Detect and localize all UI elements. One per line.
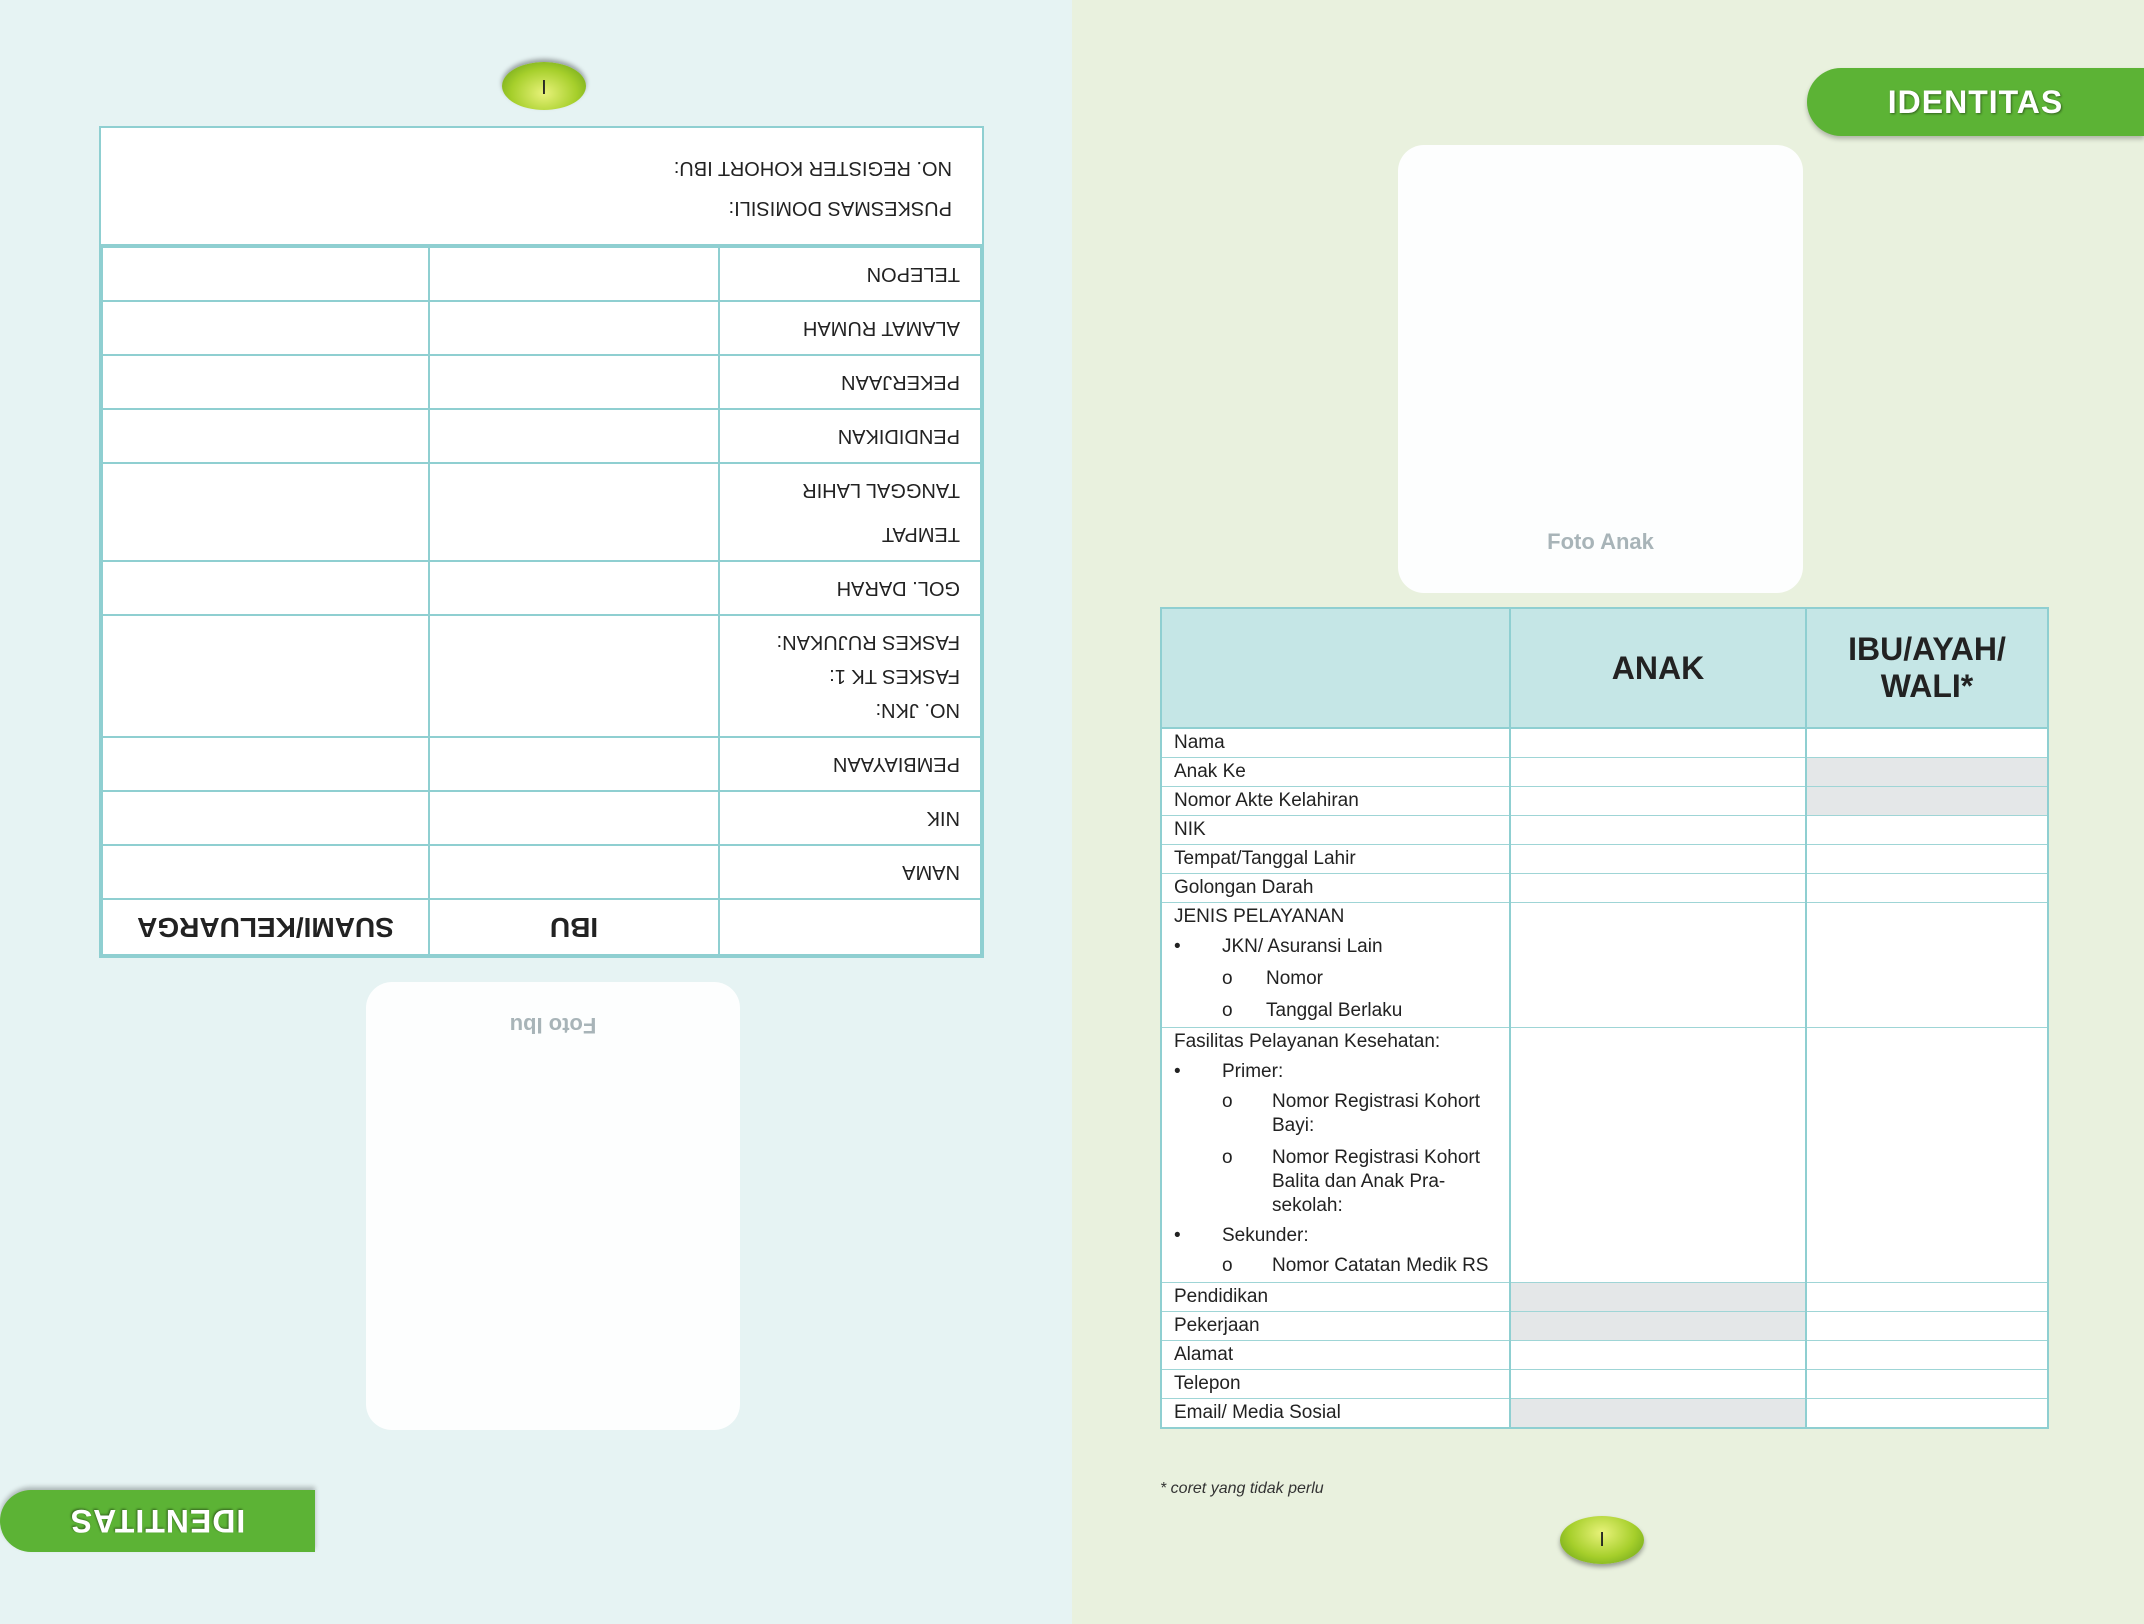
field-child-nama[interactable] bbox=[1510, 728, 1806, 758]
nomor-text: Nomor bbox=[1266, 968, 1324, 989]
row-label-nama: NAMA bbox=[719, 845, 981, 899]
circle-bullet-icon: o bbox=[1222, 1255, 1233, 1276]
field-parent-email[interactable] bbox=[1806, 1399, 2048, 1429]
field-ibu-alamat[interactable] bbox=[429, 301, 719, 355]
photo-mother-label: Foto Ibu bbox=[509, 1013, 597, 1038]
field-child-goldar[interactable] bbox=[1510, 874, 1806, 903]
list-item bbox=[1174, 1254, 1497, 1278]
field-ibu-pekerjaan[interactable] bbox=[429, 355, 719, 409]
field-suami-telepon[interactable] bbox=[102, 247, 429, 301]
footnote: * coret yang tidak perlu bbox=[1160, 1480, 1324, 1497]
photo-child-box bbox=[1398, 145, 1803, 593]
row-label-jenis-pelayanan bbox=[1161, 903, 1510, 1028]
kohort-bayi-text: Nomor Registrasi Kohort Bayi: bbox=[1272, 1091, 1481, 1136]
circle-bullet-icon: o bbox=[1222, 1091, 1233, 1112]
table-row bbox=[102, 845, 981, 899]
field-suami-alamat[interactable] bbox=[102, 301, 429, 355]
field-parent-pekerjaan[interactable] bbox=[1806, 1312, 2048, 1341]
field-parent-pendidikan[interactable] bbox=[1806, 1283, 2048, 1312]
field-suami-goldar[interactable] bbox=[102, 561, 429, 615]
row-label-anak-ke: Anak Ke bbox=[1161, 758, 1510, 787]
photo-child-label: Foto Anak bbox=[1547, 529, 1654, 554]
list-item bbox=[1174, 1060, 1497, 1084]
field-child-pekerjaan-disabled bbox=[1510, 1312, 1806, 1341]
row-label-alamat: Alamat bbox=[1161, 1341, 1510, 1370]
field-ibu-telepon[interactable] bbox=[429, 247, 719, 301]
fasilitas-title bbox=[1174, 1030, 1497, 1054]
no-jkn-label: NO. JKN: bbox=[875, 699, 960, 721]
field-parent-fasilitas[interactable] bbox=[1806, 1028, 2048, 1283]
header-child: ANAK bbox=[1510, 608, 1806, 728]
field-ibu-nama[interactable] bbox=[429, 845, 719, 899]
list-item bbox=[1174, 1090, 1497, 1138]
mother-form-footer bbox=[101, 130, 982, 246]
row-label-goldar: Golongan Darah bbox=[1161, 874, 1510, 903]
field-parent-jenis-pelayanan[interactable] bbox=[1806, 903, 2048, 1028]
field-child-akte[interactable] bbox=[1510, 787, 1806, 816]
table-row bbox=[1161, 1399, 2048, 1429]
page-number-badge-right bbox=[1560, 1516, 1644, 1564]
field-parent-ttl[interactable] bbox=[1806, 845, 2048, 874]
field-child-jenis-pelayanan[interactable] bbox=[1510, 903, 1806, 1028]
primer-text: Primer: bbox=[1222, 1061, 1284, 1082]
row-label-pendidikan: Pendidikan bbox=[1161, 1283, 1510, 1312]
field-child-anak-ke[interactable] bbox=[1510, 758, 1806, 787]
tempat-label: TEMPAT bbox=[881, 523, 960, 545]
row-label-pekerjaan: PEKERJAAN bbox=[719, 355, 981, 409]
mother-identity-table bbox=[101, 246, 982, 956]
page-number: I bbox=[541, 75, 547, 98]
list-item bbox=[1174, 935, 1497, 959]
field-suami-pekerjaan[interactable] bbox=[102, 355, 429, 409]
table-row bbox=[102, 463, 981, 561]
table-row bbox=[1161, 845, 2048, 874]
faskes-tk1-label: FASKES TK 1: bbox=[829, 665, 960, 687]
jenis-pelayanan-text: JENIS PELAYANAN bbox=[1174, 906, 1345, 927]
photo-mother-box bbox=[366, 982, 740, 1430]
section-tab-left: IDENTITAS bbox=[0, 1490, 315, 1552]
tgl-berlaku-text: Tanggal Berlaku bbox=[1266, 1000, 1403, 1021]
child-identity-table bbox=[1160, 607, 2049, 1429]
row-label-jkn-faskes bbox=[719, 615, 981, 737]
table-row bbox=[1161, 903, 2048, 1028]
header-ibu: IBU bbox=[429, 899, 719, 955]
row-label-nik: NIK bbox=[719, 791, 981, 845]
row-label-pendidikan: PENDIDIKAN bbox=[719, 409, 981, 463]
list-item bbox=[1174, 967, 1497, 991]
field-parent-goldar[interactable] bbox=[1806, 874, 2048, 903]
bullet-icon: • bbox=[1174, 936, 1181, 957]
row-label-nama: Nama bbox=[1161, 728, 1510, 758]
list-item bbox=[1174, 999, 1497, 1023]
table-row bbox=[1161, 1370, 2048, 1399]
row-label-nik: NIK bbox=[1161, 816, 1510, 845]
field-child-telepon[interactable] bbox=[1510, 1370, 1806, 1399]
row-label-alamat: ALAMAT RUMAH bbox=[719, 301, 981, 355]
table-row bbox=[102, 615, 981, 737]
header-suami: SUAMI/KELUARGA bbox=[102, 899, 429, 955]
table-row bbox=[102, 409, 981, 463]
field-suami-nama[interactable] bbox=[102, 845, 429, 899]
table-row bbox=[1161, 1312, 2048, 1341]
table-row bbox=[1161, 874, 2048, 903]
table-row bbox=[1161, 787, 2048, 816]
circle-bullet-icon: o bbox=[1222, 1147, 1233, 1168]
field-ibu-jkn[interactable] bbox=[429, 615, 719, 737]
bullet-icon: • bbox=[1174, 1061, 1181, 1082]
table-row bbox=[102, 561, 981, 615]
field-suami-ttl[interactable] bbox=[102, 463, 429, 561]
table-row bbox=[1161, 728, 2048, 758]
field-parent-anak-ke-disabled bbox=[1806, 758, 2048, 787]
field-child-ttl[interactable] bbox=[1510, 845, 1806, 874]
mother-identity-form bbox=[99, 126, 984, 958]
field-ibu-ttl[interactable] bbox=[429, 463, 719, 561]
bullet-icon: • bbox=[1174, 1225, 1181, 1246]
field-parent-alamat[interactable] bbox=[1806, 1341, 2048, 1370]
faskes-rujukan-label: FASKES RUJUKAN: bbox=[776, 631, 960, 653]
row-label-ttl bbox=[719, 463, 981, 561]
field-child-alamat[interactable] bbox=[1510, 1341, 1806, 1370]
field-parent-nik[interactable] bbox=[1806, 816, 2048, 845]
header-blank bbox=[719, 899, 981, 955]
table-row bbox=[1161, 1283, 2048, 1312]
medik-rs-text: Nomor Catatan Medik RS bbox=[1272, 1255, 1489, 1276]
field-suami-pembiayaan[interactable] bbox=[102, 737, 429, 791]
puskesmas-label: PUSKESMAS DOMISILI: bbox=[728, 197, 952, 219]
table-header-row bbox=[1161, 608, 2048, 728]
circle-bullet-icon: o bbox=[1222, 1000, 1233, 1021]
table-row bbox=[102, 247, 981, 301]
fasilitas-text: Fasilitas Pelayanan Kesehatan: bbox=[1174, 1031, 1441, 1052]
header-parent: IBU/AYAH/ WALI* bbox=[1806, 608, 2048, 728]
tgl-lahir-label: TANGGAL LAHIR bbox=[802, 479, 960, 501]
row-label-telepon: TELEPON bbox=[719, 247, 981, 301]
field-suami-jkn[interactable] bbox=[102, 615, 429, 737]
page-number-badge-left bbox=[502, 62, 586, 110]
field-child-email-disabled bbox=[1510, 1399, 1806, 1429]
table-row bbox=[1161, 1341, 2048, 1370]
table-row bbox=[102, 355, 981, 409]
field-child-nik[interactable] bbox=[1510, 816, 1806, 845]
field-child-pendidikan-disabled bbox=[1510, 1283, 1806, 1312]
row-label-pekerjaan: Pekerjaan bbox=[1161, 1312, 1510, 1341]
row-label-pembiayaan: PEMBIAYAAN bbox=[719, 737, 981, 791]
field-ibu-pendidikan[interactable] bbox=[429, 409, 719, 463]
row-label-goldar: GOL. DARAH bbox=[719, 561, 981, 615]
table-row bbox=[1161, 758, 2048, 787]
jenis-pelayanan-title bbox=[1174, 905, 1497, 929]
field-parent-telepon[interactable] bbox=[1806, 1370, 2048, 1399]
field-parent-nama[interactable] bbox=[1806, 728, 2048, 758]
field-ibu-nik[interactable] bbox=[429, 791, 719, 845]
sekunder-text: Sekunder: bbox=[1222, 1225, 1309, 1246]
table-row bbox=[102, 301, 981, 355]
table-row bbox=[1161, 816, 2048, 845]
list-item bbox=[1174, 1224, 1497, 1248]
page-number: I bbox=[1599, 1528, 1605, 1551]
table-row bbox=[1161, 1028, 2048, 1283]
list-item bbox=[1174, 1146, 1497, 1218]
row-label-fasilitas bbox=[1161, 1028, 1510, 1283]
table-header-row bbox=[102, 899, 981, 955]
field-child-fasilitas[interactable] bbox=[1510, 1028, 1806, 1283]
circle-bullet-icon: o bbox=[1222, 968, 1233, 989]
row-label-ttl: Tempat/Tanggal Lahir bbox=[1161, 845, 1510, 874]
field-suami-nik[interactable] bbox=[102, 791, 429, 845]
row-label-telepon: Telepon bbox=[1161, 1370, 1510, 1399]
field-ibu-goldar[interactable] bbox=[429, 561, 719, 615]
field-suami-pendidikan[interactable] bbox=[102, 409, 429, 463]
table-row bbox=[102, 737, 981, 791]
kohort-balita-text: Nomor Registrasi Kohort Balita dan Anak Pra-sekolah: bbox=[1272, 1147, 1481, 1216]
row-label-akte: Nomor Akte Kelahiran bbox=[1161, 787, 1510, 816]
section-tab-right: IDENTITAS bbox=[1807, 68, 2144, 136]
table-row bbox=[102, 791, 981, 845]
no-register-label: NO. REGISTER KOHORT IBU: bbox=[673, 157, 952, 179]
header-blank bbox=[1161, 608, 1510, 728]
field-parent-akte-disabled bbox=[1806, 787, 2048, 816]
jkn-text: JKN/ Asuransi Lain bbox=[1222, 936, 1383, 957]
row-label-email: Email/ Media Sosial bbox=[1161, 1399, 1510, 1429]
field-ibu-pembiayaan[interactable] bbox=[429, 737, 719, 791]
